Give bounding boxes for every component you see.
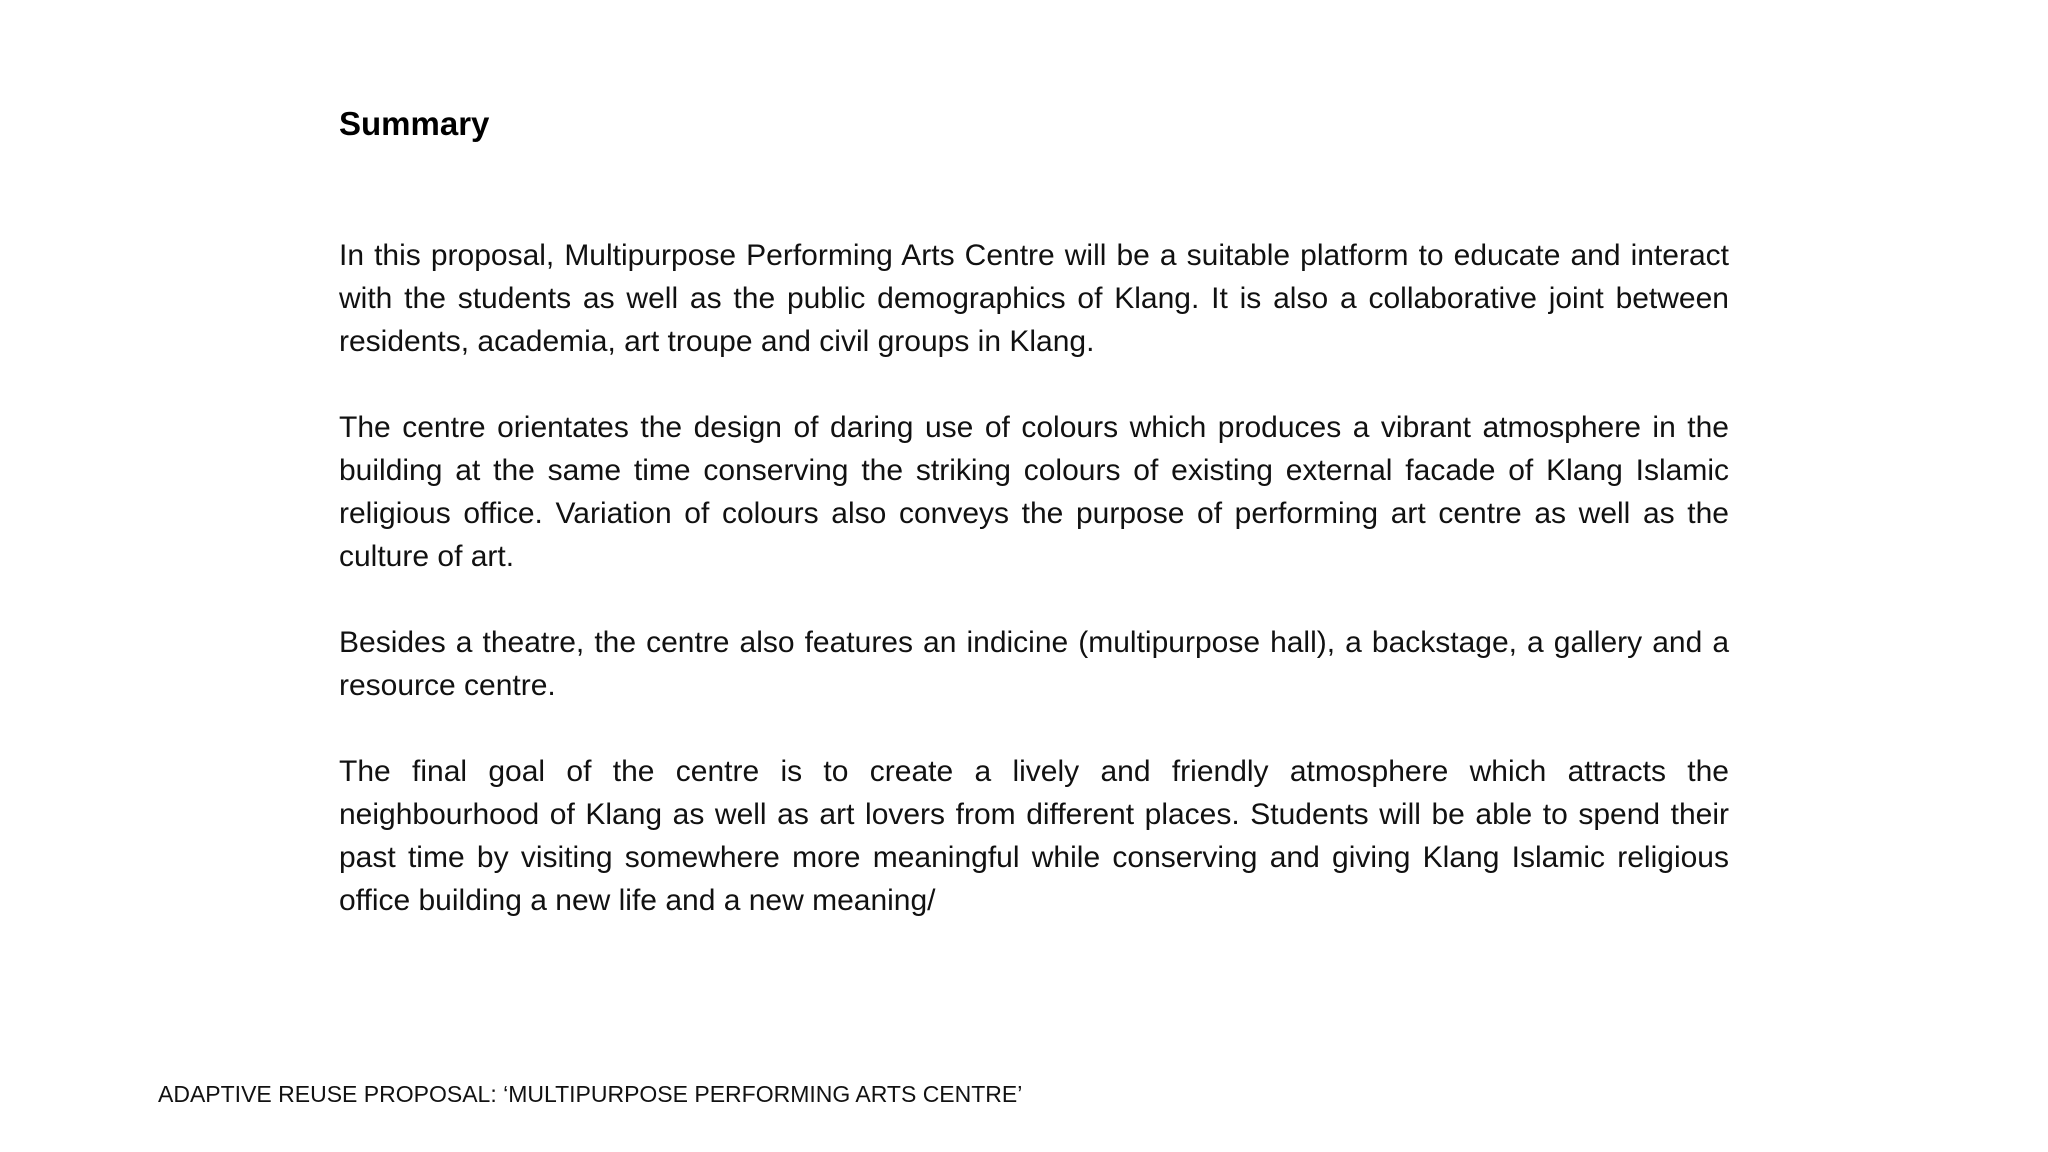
paragraph-design: The centre orientates the design of daring use of colours which produces a vibrant atmosphere in the building at the same time conserving the striking colours of existing external facade of Klang Islamic religious office. Variation of colours also conveys the purpose of performing art centre as well as the culture of art. bbox=[339, 411, 1729, 573]
page-title: Summary bbox=[339, 105, 490, 142]
paragraph-intro: In this proposal, Multipurpose Performing Arts Centre will be a suitable platform to educate and interact with the students as well as the public demographics of Klang. It is also a collaborative joint between residents, academia, art troupe and civil groups in Klang. bbox=[339, 239, 1729, 358]
paragraph-features: Besides a theatre, the centre also features an indicine (multipurpose hall), a backstage, a gallery and a resource centre. bbox=[339, 626, 1729, 702]
page-footer: ADAPTIVE REUSE PROPOSAL: ‘MULTIPURPOSE PERFORMING ARTS CENTRE’ bbox=[158, 1081, 1023, 1107]
content-area bbox=[339, 100, 1729, 922]
paragraph-goal: The final goal of the centre is to create a lively and friendly atmosphere which attracts the neighbourhood of Klang as well as art lovers from different places. Students will be able to spend their past time by visiting somewhere more meaningful while conserving and giving Klang Islamic religious office building a new life and a new meaning/ bbox=[339, 755, 1729, 917]
summary-body bbox=[339, 234, 1729, 922]
